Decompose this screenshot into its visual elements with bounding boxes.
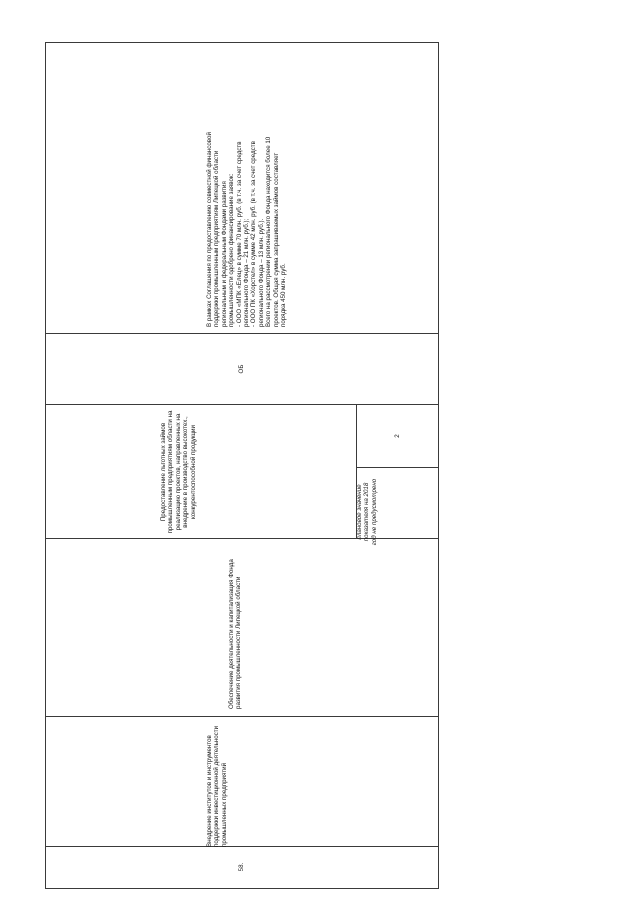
direction-text: Внедрение институтов и инструментов поддержки инвестиционной деятельности промышленных предприятий (206, 725, 228, 847)
result-line: Всего на рассмотрении регионального Фонда находится более 10 (265, 136, 273, 327)
source-cell (238, 357, 248, 381)
result-line: В рамках Соглашения по предоставлению совместной финансовой (206, 132, 213, 327)
measure-cell (160, 407, 226, 537)
activity-text: Обеспечение деятельности и капитализация Фонда развития промышленности Липецкой области (228, 559, 243, 709)
measure-text: Предоставление льготных займов промышленным предприятиям области на реализацию проектов, направленных на внедрение в производство высокотех., конкурентоспособной продукции (160, 410, 197, 534)
activity-cell (228, 533, 264, 709)
result-line: - ООО ПК «Хорстел» в сумме 42 млн. руб. (в т.ч. за счет средств (250, 141, 258, 327)
row-divider-4 (45, 716, 439, 717)
row-number (238, 847, 248, 887)
result-line: поддержки промышленным предприятиям Липецкой области (213, 150, 221, 327)
row-divider-1 (45, 333, 439, 334)
indicator-value-text: 2 (394, 434, 401, 438)
direction-cell (206, 719, 272, 847)
source-text: ОБ (238, 364, 245, 374)
result-line: проектов. Общая сумма запрашиваемых займов составляет (272, 152, 280, 327)
table-right-border (438, 42, 439, 889)
table-bottom-border (45, 888, 439, 889)
result-line: промышленности одобрено финансирование заявок: (228, 173, 236, 327)
result-cell (206, 51, 288, 327)
table-left-border (45, 42, 46, 889)
indicator-divider-h (356, 467, 439, 468)
table-top-border (45, 42, 439, 43)
indicator-label-cell (356, 478, 428, 546)
result-line: регионального Фонда – 13 млн. руб.). (257, 218, 265, 327)
result-line: порядка 450 млн. руб. (280, 263, 288, 327)
indicator-label-text: плановое значение показателя на 2018 год не предусмотрено (356, 478, 378, 546)
row-divider-2 (45, 404, 439, 405)
result-line: - ООО «МПК «Елец» в сумме 70 млн. руб. (в т.ч. за счет средств (235, 141, 243, 327)
result-line: регионального Фонда – 21 млн. руб.); (243, 218, 251, 327)
row-number-text: 58. (238, 862, 245, 872)
result-line: региональным и федеральным Фондами развития (220, 181, 228, 327)
indicator-value-cell (394, 424, 404, 448)
